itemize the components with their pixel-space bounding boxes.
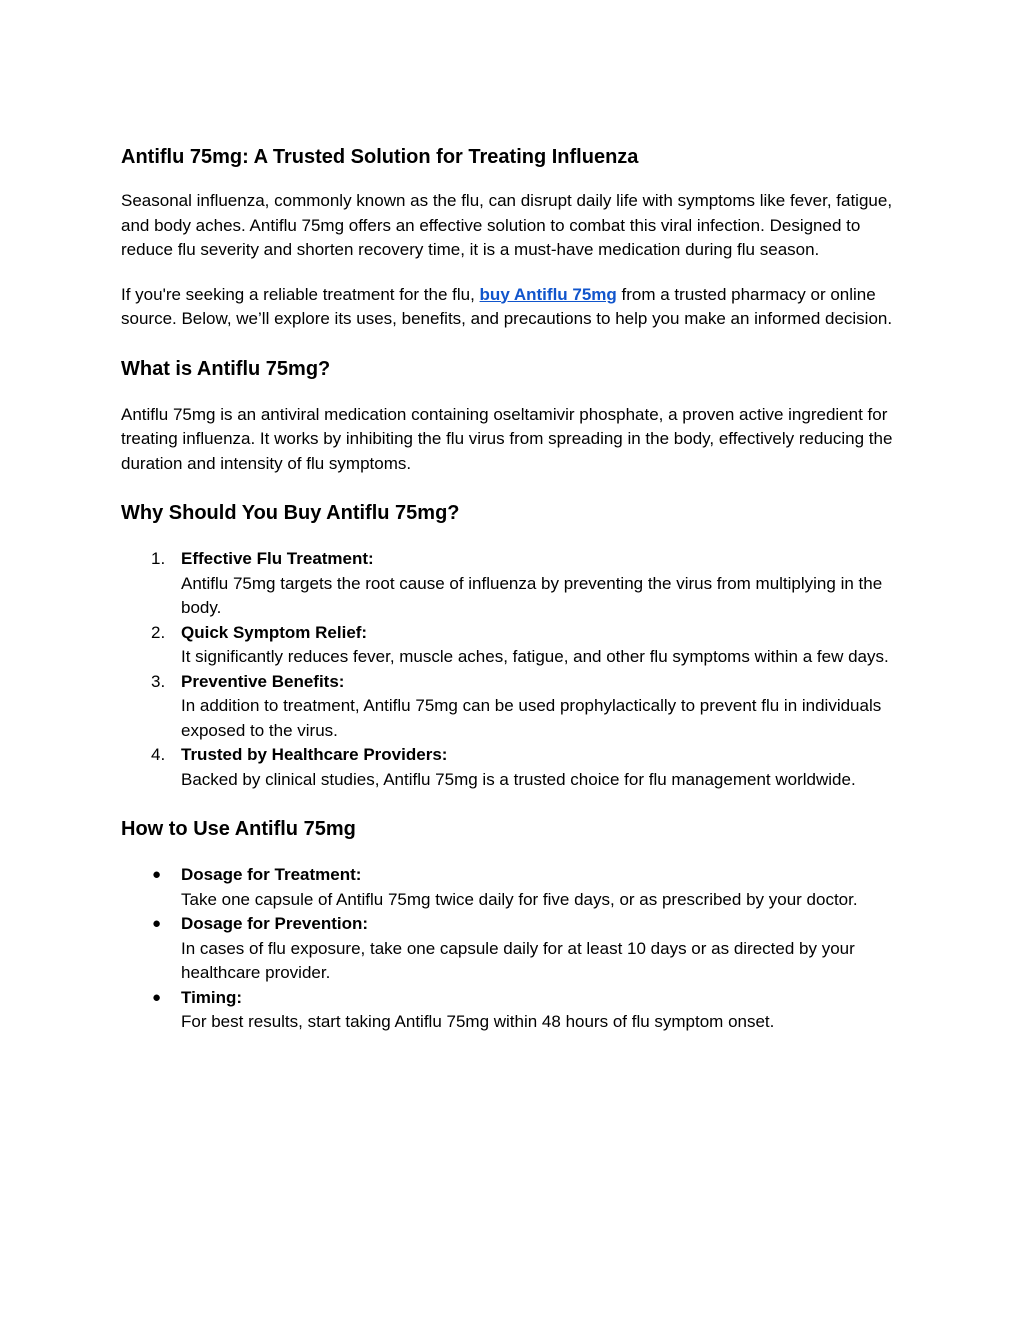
list-number: 4. [151, 745, 166, 764]
list-item [121, 743, 904, 792]
list-item [121, 621, 904, 670]
bullet-icon: ● [152, 915, 162, 932]
list-item [121, 547, 904, 621]
how-heading: How to Use Antiflu 75mg [121, 818, 356, 840]
list-item-title: Trusted by Healthcare Providers: [181, 745, 448, 764]
list-item [121, 912, 904, 986]
why-list [121, 547, 904, 792]
list-item [121, 986, 904, 1035]
list-item-text: In cases of flu exposure, take one capsule daily for at least 10 days or as directed by your healthcare provider. [181, 938, 855, 982]
list-item [121, 863, 904, 912]
buy-antiflu-link[interactable]: buy Antiflu 75mg [479, 284, 617, 304]
list-item-text: Take one capsule of Antiflu 75mg twice daily for five days, or as prescribed by your doctor. [181, 889, 858, 909]
why-heading: Why Should You Buy Antiflu 75mg? [121, 502, 460, 524]
buy-paragraph-before: If you're seeking a reliable treatment for the flu, [121, 284, 480, 304]
list-item-title: Timing: [181, 987, 243, 1007]
list-item-title: Preventive Benefits: [181, 671, 345, 691]
list-item-text: Backed by clinical studies, Antiflu 75mg is a trusted choice for flu management worldwide. [181, 769, 856, 789]
list-item-title: Dosage for Prevention: [181, 914, 369, 933]
list-item-text: It significantly reduces fever, muscle aches, fatigue, and other flu symptoms within a few days. [181, 647, 889, 666]
how-list [121, 863, 904, 1035]
list-item-title: Effective Flu Treatment: [181, 549, 374, 568]
list-number: 1. [151, 549, 166, 568]
list-item-text: For best results, start taking Antiflu 75mg within 48 hours of flu symptom onset. [181, 1012, 775, 1031]
page-title: Antiflu 75mg: A Trusted Solution for Treating Influenza [121, 146, 639, 168]
list-item-text: In addition to treatment, Antiflu 75mg can be used prophylactically to prevent flu in individuals exposed to the virus. [181, 696, 882, 740]
buy-paragraph-after: from a trusted pharmacy or online source. Below, we’ll explore its uses, benefits, and precautions to help you make an informed decision. [121, 284, 893, 328]
bullet-icon: ● [152, 988, 162, 1006]
list-number: 2. [151, 622, 166, 642]
intro-paragraph: Seasonal influenza, commonly known as the flu, can disrupt daily life with symptoms like fever, fatigue, and body aches. Antiflu 75mg offers an effective solution to combat this viral infection. Designed to reduce flu severity and shorten recovery time, it is a must-have medication during flu season. [121, 191, 893, 259]
list-item-title: Quick Symptom Relief: [181, 622, 368, 642]
list-item-text: Antiflu 75mg targets the root cause of influenza by preventing the virus from multiplying in the body. [181, 573, 883, 617]
bullet-icon: ● [152, 866, 162, 883]
list-number: 3. [151, 671, 166, 691]
what-paragraph: Antiflu 75mg is an antiviral medication containing oseltamivir phosphate, a proven active ingredient for treating influenza. It works by inhibiting the flu virus from spreading in the body, effectively reducing the duration and intensity of flu symptoms. [121, 404, 893, 473]
list-item-title: Dosage for Treatment: [181, 865, 362, 884]
what-heading: What is Antiflu 75mg? [121, 357, 331, 380]
list-item [121, 670, 904, 744]
buy-paragraph [121, 283, 904, 332]
